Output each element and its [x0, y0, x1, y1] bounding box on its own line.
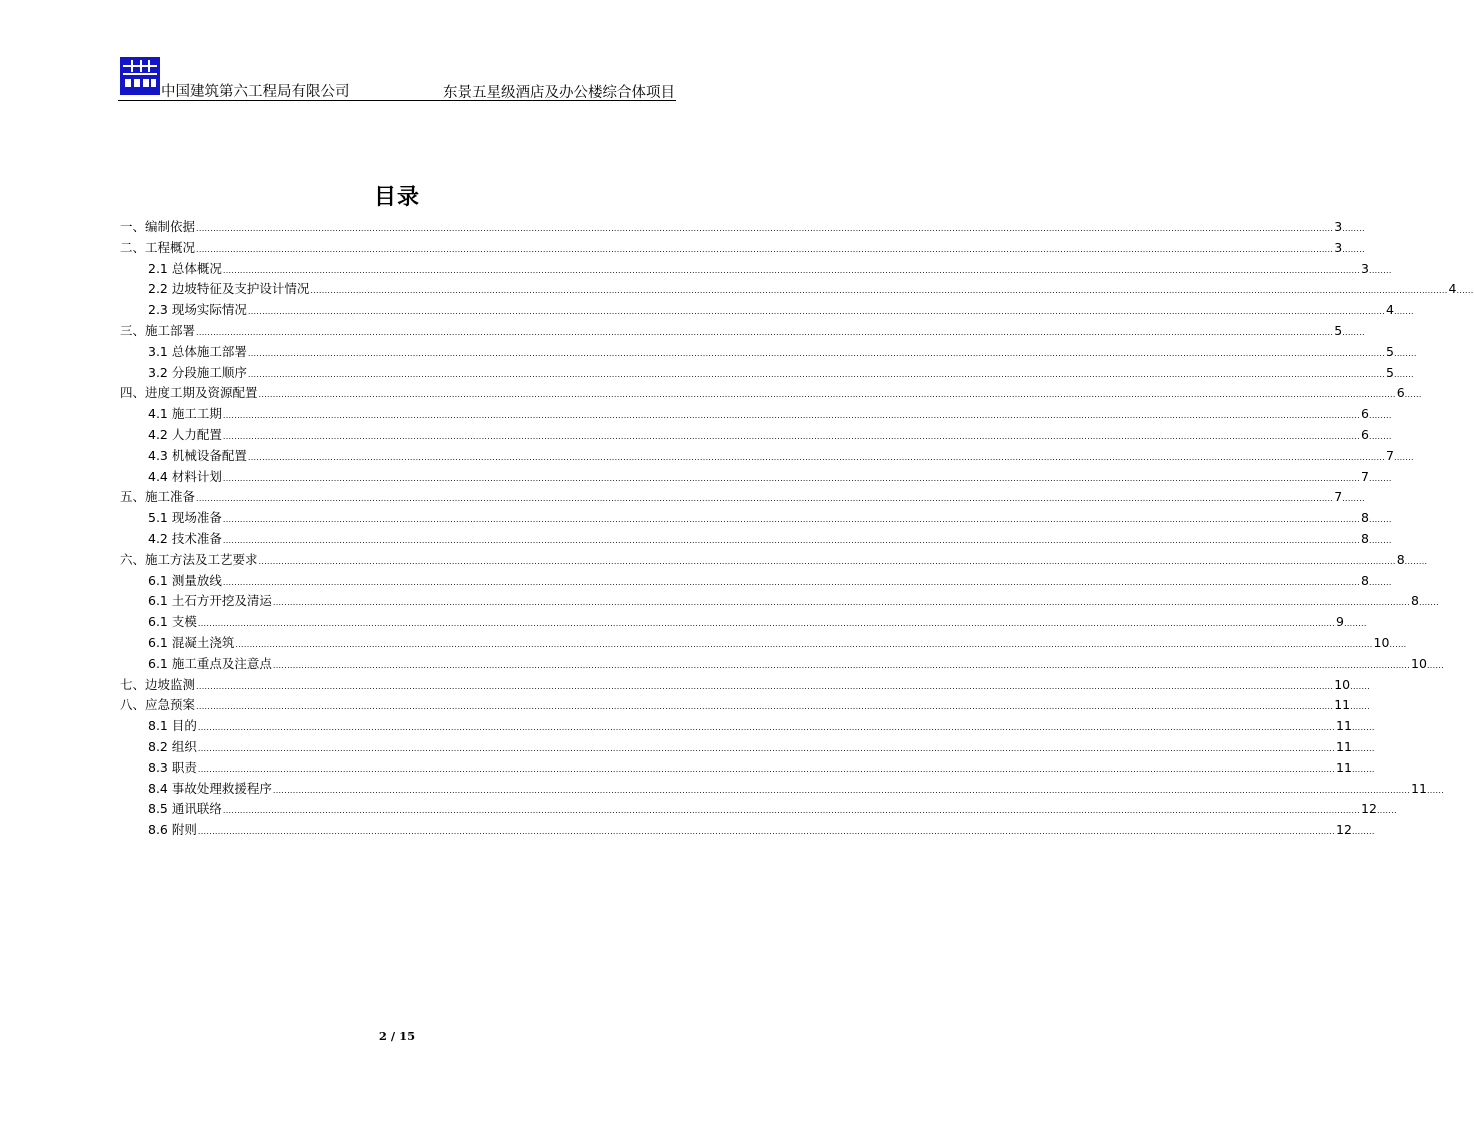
- toc-dot-leader: ................................................................................................................................................................................................................................................................................................................................................................................................................: [197, 764, 1336, 774]
- toc-entry-title: 8.2 组织: [148, 738, 197, 754]
- toc-dot-leader: ................................................................................................................................................................................................................................................................................................................................................................................................................: [222, 411, 1361, 421]
- toc-dot-tail: ........: [1369, 411, 1392, 421]
- toc-entry[interactable]: [120, 695, 1371, 716]
- toc-entry-title: 二、工程概况: [120, 239, 196, 255]
- toc-dot-tail: ......: [1426, 785, 1445, 795]
- toc-entry[interactable]: [120, 238, 1365, 259]
- toc-entry[interactable]: [120, 217, 1365, 238]
- toc-entry-page: 5: [1386, 364, 1394, 380]
- toc-dot-leader: ................................................................................................................................................................................................................................................................................................................................................................................................................: [196, 494, 1334, 504]
- toc-entry-page: 8: [1361, 530, 1369, 546]
- toc-dot-leader: ................................................................................................................................................................................................................................................................................................................................................................................................................: [197, 743, 1336, 753]
- toc-entry[interactable]: [120, 571, 1392, 592]
- toc-dot-tail: ........: [1369, 473, 1392, 483]
- toc-dot-leader: ................................................................................................................................................................................................................................................................................................................................................................................................................: [222, 535, 1361, 545]
- toc-entry-page: 8: [1361, 510, 1369, 526]
- toc-entry-title: 一、编制依据: [120, 219, 196, 234]
- toc-entry-title: 6.1 施工重点及注意点: [148, 655, 272, 671]
- toc-dot-tail: ........: [1351, 764, 1375, 774]
- toc-entry-title: 8.6 附则: [148, 822, 197, 838]
- toc-entry[interactable]: [120, 259, 1392, 280]
- toc-dot-tail: ........: [1342, 327, 1365, 337]
- toc-entry-title: 6.1 支模: [148, 614, 197, 630]
- toc-entry-page: 3: [1361, 260, 1369, 276]
- toc-entry-title: 三、施工部署: [120, 322, 196, 338]
- toc-entry-title: 3.1 总体施工部署: [148, 343, 247, 359]
- toc-dot-leader: ................................................................................................................................................................................................................................................................................................................................................................................................................: [247, 369, 1386, 379]
- toc-entry-page: 8: [1396, 551, 1405, 567]
- toc-entry[interactable]: [120, 737, 1375, 758]
- toc-dot-tail: ........: [1344, 619, 1367, 629]
- toc-dot-tail: ........: [1369, 577, 1392, 587]
- toc-entry-page: 11: [1336, 718, 1352, 734]
- toc-dot-leader: ................................................................................................................................................................................................................................................................................................................................................................................................................: [272, 785, 1411, 795]
- toc-entry-page: 7: [1386, 447, 1394, 463]
- toc-entry[interactable]: [120, 404, 1392, 425]
- toc-entry-title: 八、应急预案: [120, 697, 196, 713]
- toc-dot-tail: .......: [1394, 307, 1414, 317]
- toc-dot-leader: ................................................................................................................................................................................................................................................................................................................................................................................................................: [222, 515, 1361, 525]
- toc-entry-title: 五、施工准备: [120, 489, 196, 505]
- company-name: 中国建筑第六工程局有限公司: [161, 84, 350, 100]
- toc-dot-leader: ................................................................................................................................................................................................................................................................................................................................................................................................................: [222, 806, 1361, 816]
- toc-entry[interactable]: [120, 487, 1365, 508]
- toc-entry-page: 4: [1448, 281, 1457, 297]
- toc-dot-leader: ................................................................................................................................................................................................................................................................................................................................................................................................................: [247, 452, 1386, 462]
- toc-dot-leader: ................................................................................................................................................................................................................................................................................................................................................................................................................: [197, 619, 1336, 629]
- toc-entry-page: 11: [1334, 697, 1351, 713]
- toc-entry-page: 6: [1361, 406, 1369, 422]
- toc-entry-title: 4.1 施工工期: [148, 406, 222, 422]
- toc-dot-tail: ........: [1369, 265, 1392, 275]
- toc-entry[interactable]: [120, 279, 1474, 300]
- toc-entry[interactable]: [120, 363, 1414, 384]
- toc-entry-page: 6: [1361, 426, 1369, 442]
- toc-entry-page: 3: [1334, 219, 1343, 234]
- toc-dot-leader: ................................................................................................................................................................................................................................................................................................................................................................................................................: [197, 827, 1336, 837]
- toc-dot-tail: ........: [1342, 494, 1365, 504]
- toc-entry-title: 8.3 职责: [148, 759, 197, 775]
- toc-entry[interactable]: [120, 758, 1375, 779]
- toc-dot-leader: ................................................................................................................................................................................................................................................................................................................................................................................................................: [222, 473, 1361, 483]
- toc-entry-page: 6: [1396, 385, 1405, 401]
- toc-dot-tail: ........: [1404, 556, 1428, 566]
- table-of-contents: [120, 217, 1474, 841]
- toc-entry[interactable]: [120, 633, 1407, 654]
- toc-entry-page: 8: [1361, 572, 1369, 588]
- toc-entry-title: 四、进度工期及资源配置: [120, 385, 258, 401]
- toc-entry[interactable]: [120, 591, 1439, 612]
- toc-entry[interactable]: [120, 550, 1428, 571]
- toc-entry-page: 7: [1361, 468, 1369, 484]
- toc-entry-title: 6.1 土石方开挖及清运: [148, 593, 272, 609]
- toc-entry[interactable]: [120, 654, 1445, 675]
- toc-dot-leader: ................................................................................................................................................................................................................................................................................................................................................................................................................: [258, 390, 1396, 400]
- toc-entry-title: 2.2 边坡特征及支护设计情况: [148, 281, 310, 297]
- toc-entry-title: 6.1 混凝土浇筑: [148, 634, 235, 650]
- toc-entry[interactable]: [120, 383, 1422, 404]
- toc-dot-tail: ......: [1404, 390, 1422, 400]
- toc-dot-tail: ........: [1394, 348, 1417, 358]
- toc-entry-title: 2.1 总体概况: [148, 260, 222, 276]
- toc-entry-page: 3: [1334, 239, 1343, 255]
- toc-dot-leader: ................................................................................................................................................................................................................................................................................................................................................................................................................: [196, 327, 1334, 337]
- toc-dot-tail: .......: [1350, 702, 1371, 712]
- toc-entry-title: 4.2 人力配置: [148, 426, 222, 442]
- toc-entry-title: 3.2 分段施工顺序: [148, 364, 247, 380]
- toc-dot-leader: ................................................................................................................................................................................................................................................................................................................................................................................................................: [258, 556, 1396, 566]
- toc-entry-title: 2.3 现场实际情况: [148, 302, 247, 318]
- toc-dot-tail: .......: [1394, 369, 1414, 379]
- toc-dot-leader: ................................................................................................................................................................................................................................................................................................................................................................................................................: [196, 224, 1334, 233]
- toc-dot-tail: ......: [1426, 660, 1445, 670]
- toc-dot-leader: ................................................................................................................................................................................................................................................................................................................................................................................................................: [235, 639, 1373, 649]
- toc-entry-title: 8.1 目的: [148, 718, 197, 734]
- toc-entry[interactable]: [120, 799, 1397, 820]
- toc-entry[interactable]: [120, 467, 1392, 488]
- toc-entry[interactable]: [120, 675, 1371, 696]
- toc-entry-title: 6.1 测量放线: [148, 572, 222, 588]
- toc-entry-page: 11: [1336, 759, 1352, 775]
- toc-dot-tail: ........: [1369, 431, 1392, 441]
- toc-entry[interactable]: [120, 446, 1414, 467]
- toc-entry-title: 4.3 机械设备配置: [148, 447, 247, 463]
- toc-entry[interactable]: [120, 716, 1375, 737]
- toc-entry-title: 七、边坡监测: [120, 676, 196, 692]
- toc-entry-page: 12: [1336, 822, 1352, 838]
- toc-dot-leader: ................................................................................................................................................................................................................................................................................................................................................................................................................: [197, 723, 1336, 733]
- toc-entry-page: 12: [1361, 801, 1377, 817]
- toc-entry[interactable]: [120, 612, 1367, 633]
- project-name: 东景五星级酒店及办公楼综合体项目: [443, 85, 675, 101]
- toc-dot-tail: .......: [1350, 681, 1371, 691]
- toc-entry-page: 8: [1411, 593, 1419, 609]
- toc-dot-tail: ........: [1369, 535, 1392, 545]
- toc-dot-tail: .......: [1376, 806, 1397, 816]
- company-logo: [120, 57, 160, 95]
- toc-entry-title: 8.4 事故处理救援程序: [148, 780, 272, 796]
- toc-dot-tail: ........: [1351, 827, 1375, 837]
- toc-entry-title: 4.2 技术准备: [148, 530, 222, 546]
- toc-entry-page: 9: [1336, 614, 1344, 630]
- toc-dot-leader: ................................................................................................................................................................................................................................................................................................................................................................................................................: [272, 598, 1411, 608]
- toc-dot-tail: ........: [1351, 723, 1375, 733]
- page-title: 目录: [373, 185, 420, 210]
- toc-entry[interactable]: [120, 820, 1375, 841]
- page-number: 2 / 15: [378, 1029, 416, 1043]
- toc-entry-title: 4.4 材料计划: [148, 468, 222, 484]
- toc-entry[interactable]: [120, 321, 1365, 342]
- toc-entry-page: 10: [1411, 655, 1427, 671]
- toc-dot-tail: ......: [1389, 639, 1407, 649]
- toc-dot-leader: ................................................................................................................................................................................................................................................................................................................................................................................................................: [222, 431, 1361, 441]
- toc-dot-leader: ................................................................................................................................................................................................................................................................................................................................................................................................................: [196, 244, 1334, 254]
- toc-entry-page: 5: [1386, 343, 1394, 359]
- toc-entry-page: 11: [1336, 738, 1352, 754]
- toc-entry[interactable]: [120, 508, 1392, 529]
- toc-entry-title: 六、施工方法及工艺要求: [120, 551, 258, 567]
- toc-dot-leader: ................................................................................................................................................................................................................................................................................................................................................................................................................: [222, 265, 1361, 275]
- toc-entry-page: 5: [1334, 322, 1343, 338]
- toc-dot-leader: ................................................................................................................................................................................................................................................................................................................................................................................................................: [196, 681, 1334, 691]
- toc-dot-leader: ................................................................................................................................................................................................................................................................................................................................................................................................................: [222, 577, 1361, 587]
- toc-dot-tail: ........: [1369, 515, 1392, 525]
- toc-dot-tail: ........: [1342, 244, 1365, 254]
- toc-dot-leader: ................................................................................................................................................................................................................................................................................................................................................................................................................: [310, 286, 1448, 296]
- header-divider: [118, 100, 676, 101]
- toc-entry-page: 11: [1411, 780, 1427, 796]
- toc-dot-tail: ........: [1351, 743, 1375, 753]
- toc-entry-title: 8.5 通讯联络: [148, 801, 222, 817]
- toc-entry-page: 10: [1373, 634, 1390, 650]
- toc-entry-page: 7: [1334, 489, 1343, 505]
- toc-dot-tail: .......: [1394, 452, 1414, 462]
- toc-dot-tail: .......: [1419, 598, 1439, 608]
- toc-entry[interactable]: [120, 529, 1392, 550]
- toc-entry[interactable]: [120, 425, 1392, 446]
- toc-entry[interactable]: [120, 342, 1417, 363]
- toc-entry[interactable]: [120, 779, 1445, 800]
- toc-dot-leader: ................................................................................................................................................................................................................................................................................................................................................................................................................: [247, 307, 1386, 317]
- toc-entry-page: 4: [1386, 302, 1394, 318]
- toc-entry[interactable]: [120, 300, 1414, 321]
- toc-dot-tail: ......: [1456, 286, 1474, 296]
- toc-dot-leader: ................................................................................................................................................................................................................................................................................................................................................................................................................: [272, 660, 1411, 670]
- toc-dot-leader: ................................................................................................................................................................................................................................................................................................................................................................................................................: [247, 348, 1386, 358]
- toc-entry-title: 5.1 现场准备: [148, 510, 222, 526]
- toc-dot-tail: ........: [1342, 224, 1365, 233]
- toc-dot-leader: ................................................................................................................................................................................................................................................................................................................................................................................................................: [196, 702, 1334, 712]
- toc-entry-page: 10: [1334, 676, 1351, 692]
